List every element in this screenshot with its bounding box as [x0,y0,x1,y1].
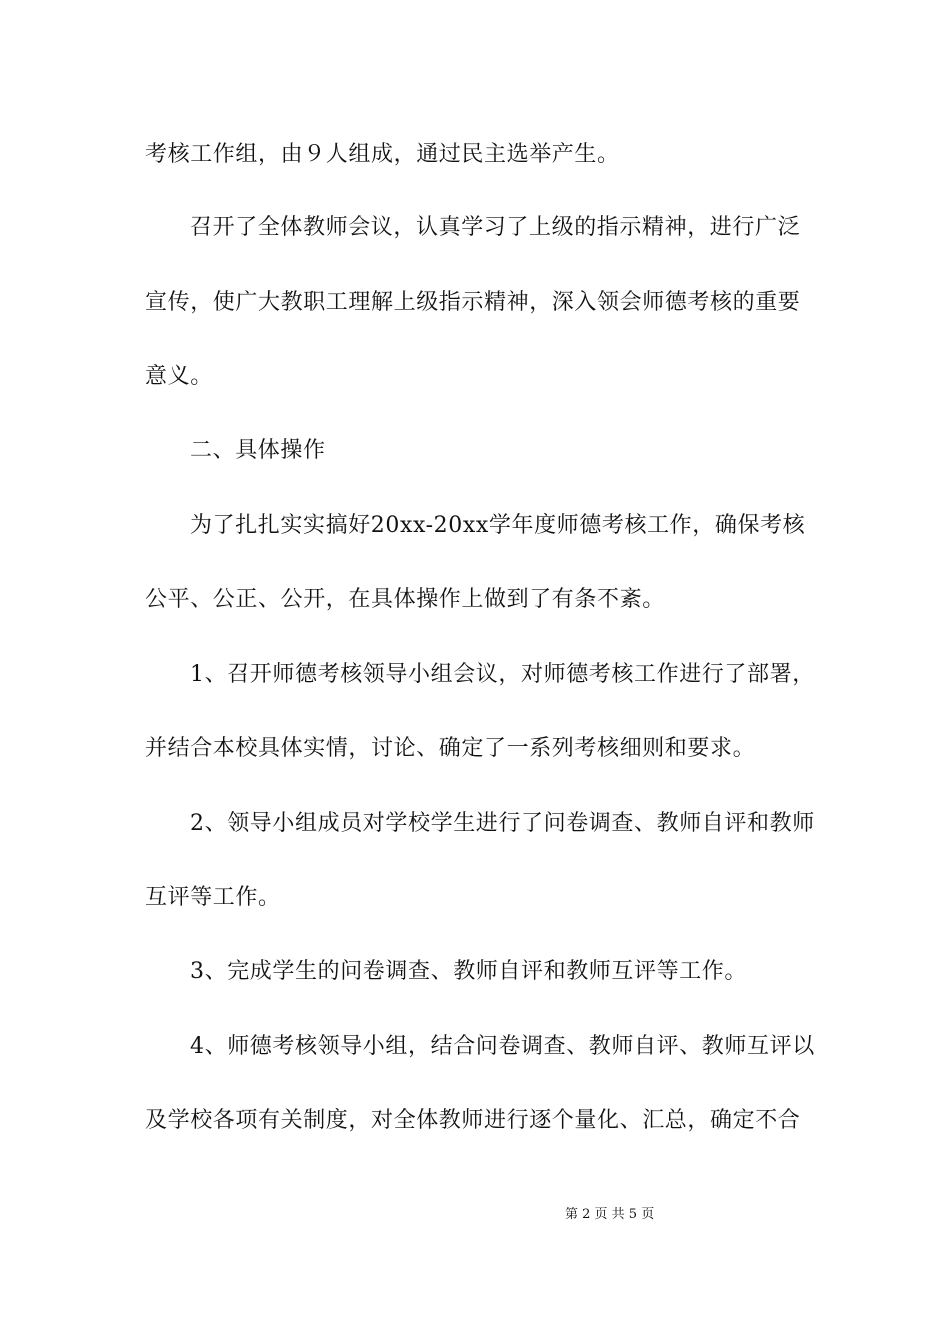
text-line: 2、领导小组成员对学校学生进行了问卷调查、教师自评和教师 [190,811,815,836]
text-line: 宣传，使广大教职工理解上级指示精神，深入领会师德考核的重要 [145,290,801,315]
text-line: 及学校各项有关制度，对全体教师进行逐个量化、汇总，确定不合 [145,1108,801,1133]
text-line: 1、召开师德考核领导小组会议，对师德考核工作进行了部署， [190,662,815,687]
text-line: 意义。 [145,364,213,389]
text-line: 为了扎扎实实搞好20xx-20xx学年度师德考核工作，确保考核 [190,513,806,538]
text-line: 考核工作组，由９人组成，通过民主选举产生。 [145,142,620,167]
text-line: 4、师德考核领导小组，结合问卷调查、教师自评、教师互评以 [190,1034,815,1059]
text-line: 公平、公正、公开，在具体操作上做到了有条不紊。 [145,587,665,612]
text-line: 召开了全体教师会议，认真学习了上级的指示精神，进行广泛 [190,215,801,240]
text-line: 互评等工作。 [145,885,281,910]
page-footer [0,1206,950,1260]
section-heading: 二、具体操作 [190,438,326,463]
text-line: 3、完成学生的问卷调查、教师自评和教师互评等工作。 [190,959,747,984]
page-number: 第 2 页 共 5 页 [565,1207,655,1222]
text-line: 并结合本校具体实情，讨论、确定了一系列考核细则和要求。 [145,736,756,761]
